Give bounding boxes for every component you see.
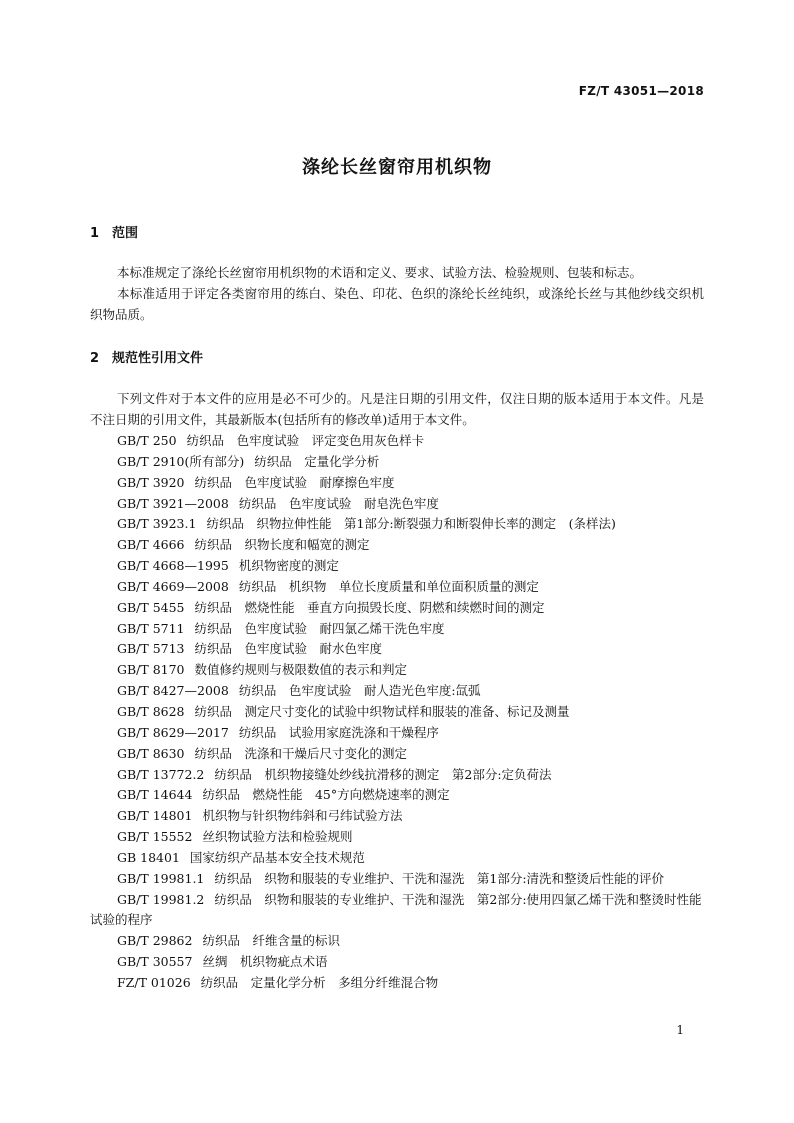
page-number: 1	[676, 1023, 684, 1037]
reference-title: 纺织品 试验用家庭洗涤和干燥程序	[238, 724, 439, 740]
reference-code: GB/T 13772.2	[117, 766, 205, 782]
reference-title: 丝织物试验方法和检验规则	[202, 829, 353, 845]
reference-title: 数值修约规则与极限数值的表示和判定	[194, 662, 408, 678]
reference-title: 纺织品 色牢度试验 耐水色牢度	[194, 641, 383, 657]
reference-item	[90, 848, 704, 869]
reference-title: 机织物与针织物纬斜和弓纬试验方法	[202, 808, 403, 824]
reference-list	[90, 431, 704, 994]
reference-item	[90, 619, 704, 640]
reference-item	[90, 952, 704, 973]
section-2-title: 规范性引用文件	[112, 351, 204, 366]
reference-title: 纺织品 定量化学分析	[254, 453, 380, 469]
reference-title: 纺织品 洗涤和干燥后尺寸变化的测定	[194, 745, 408, 761]
reference-title: 纺织品 色牢度试验 耐人造光色牢度:氙弧	[238, 683, 481, 699]
reference-title: 纺织品 织物拉伸性能 第1部分:断裂强力和断裂伸长率的测定 (条样法)	[206, 516, 616, 532]
reference-item	[90, 598, 704, 619]
reference-code: GB/T 4666	[117, 537, 185, 553]
reference-item	[90, 744, 704, 765]
reference-code: GB/T 14801	[117, 808, 193, 824]
reference-title: 纺织品 燃烧性能 45°方向燃烧速率的测定	[202, 787, 450, 803]
reference-code: FZ/T 01026	[117, 974, 191, 990]
section-1-body	[90, 262, 704, 325]
reference-code: GB 18401	[117, 849, 180, 865]
reference-item	[90, 535, 704, 556]
reference-code: GB/T 4668—1995	[117, 558, 229, 574]
reference-title: 纺织品 织物和服装的专业维护、干洗和湿洗 第1部分:清洗和整烫后性能的评价	[214, 870, 665, 886]
reference-item	[90, 639, 704, 660]
reference-item	[90, 723, 704, 744]
reference-code: GB/T 19981.1	[117, 870, 205, 886]
reference-code: GB/T 8629—2017	[117, 724, 229, 740]
reference-code: GB/T 8170	[117, 662, 185, 678]
reference-item	[90, 931, 704, 952]
section-1-title: 范围	[112, 226, 139, 241]
reference-code: GB/T 30557	[117, 954, 193, 970]
reference-title: 丝绸 机织物疵点术语	[202, 954, 328, 970]
reference-title: 纺织品 纤维含量的标识	[202, 933, 340, 949]
reference-title: 纺织品 定量化学分析 多组分纤维混合物	[200, 974, 439, 990]
reference-title: 纺织品 织物和服装的专业维护、干洗和湿洗 第2部分:使用四氯乙烯干洗和整烫时性能试验的程序	[90, 891, 702, 928]
reference-title: 纺织品 织物长度和幅宽的测定	[194, 537, 370, 553]
reference-code: GB/T 5711	[117, 620, 185, 636]
reference-title: 纺织品 色牢度试验 耐四氯乙烯干洗色牢度	[194, 620, 445, 636]
section-1-number: 1	[90, 226, 100, 241]
reference-code: GB/T 5713	[117, 641, 185, 657]
reference-title: 纺织品 机织物接缝处纱线抗滑移的测定 第2部分:定负荷法	[214, 766, 552, 782]
section-2-heading	[90, 347, 203, 366]
reference-code: GB/T 14644	[117, 787, 193, 803]
reference-item	[90, 702, 704, 723]
reference-code: GB/T 8630	[117, 745, 185, 761]
reference-title: 纺织品 色牢度试验 耐摩擦色牢度	[194, 474, 395, 490]
references-intro-paragraph: 下列文件对于本文件的应用是必不可少的。凡是注日期的引用文件，仅注日期的版本适用于本文件。凡是不注日期的引用文件，其最新版本(包括所有的修改单)适用于本文件。	[90, 391, 704, 427]
reference-title: 纺织品 机织物 单位长度质量和单位面积质量的测定	[238, 578, 539, 594]
reference-code: GB/T 2910(所有部分)	[117, 453, 245, 469]
reference-code: GB/T 3920	[117, 474, 185, 490]
section-2-number: 2	[90, 351, 100, 366]
reference-code: GB/T 29862	[117, 933, 193, 949]
reference-code: GB/T 15552	[117, 829, 193, 845]
scope-paragraph-2: 本标准适用于评定各类窗帘用的练白、染色、印花、色织的涤纶长丝纯织，或涤纶长丝与其他纱线交织机织物品质。	[90, 286, 704, 322]
reference-item	[90, 577, 704, 598]
document-title: 涤纶长丝窗帘用机织物	[302, 157, 492, 178]
reference-code: GB/T 19981.2	[117, 891, 205, 907]
reference-code: GB/T 3921—2008	[117, 495, 229, 511]
reference-item	[90, 556, 704, 577]
reference-item	[90, 785, 704, 806]
reference-item	[90, 431, 704, 452]
reference-code: GB/T 4669—2008	[117, 578, 229, 594]
reference-code: GB/T 8427—2008	[117, 683, 229, 699]
reference-title: 纺织品 色牢度试验 耐皂洗色牢度	[238, 495, 439, 511]
reference-item	[90, 869, 704, 890]
reference-code: GB/T 3923.1	[117, 516, 197, 532]
reference-item	[90, 827, 704, 848]
standard-code: FZ/T 43051—2018	[578, 84, 704, 98]
reference-code: GB/T 250	[117, 433, 177, 448]
reference-item	[90, 473, 704, 494]
reference-item	[90, 494, 704, 515]
reference-title: 纺织品 测定尺寸变化的试验中织物试样和服装的准备、标记及测量	[194, 703, 570, 719]
reference-item	[90, 660, 704, 681]
reference-item	[90, 806, 704, 827]
reference-code: GB/T 5455	[117, 599, 185, 615]
reference-code: GB/T 8628	[117, 703, 185, 719]
reference-item	[90, 514, 704, 535]
reference-item	[90, 765, 704, 786]
reference-title: 纺织品 色牢度试验 评定变色用灰色样卡	[186, 433, 425, 448]
reference-item	[90, 452, 704, 473]
reference-item	[90, 681, 704, 702]
reference-title: 国家纺织产品基本安全技术规范	[189, 849, 365, 865]
reference-item	[90, 973, 704, 994]
section-1-heading	[90, 222, 138, 241]
reference-item	[90, 890, 704, 932]
reference-title: 机织物密度的测定	[238, 558, 339, 574]
scope-paragraph-1: 本标准规定了涤纶长丝窗帘用机织物的术语和定义、要求、试验方法、检验规则、包装和标志。	[117, 265, 643, 280]
section-2-intro	[90, 388, 704, 430]
reference-title: 纺织品 燃烧性能 垂直方向损毁长度、阴燃和续燃时间的测定	[194, 599, 545, 615]
